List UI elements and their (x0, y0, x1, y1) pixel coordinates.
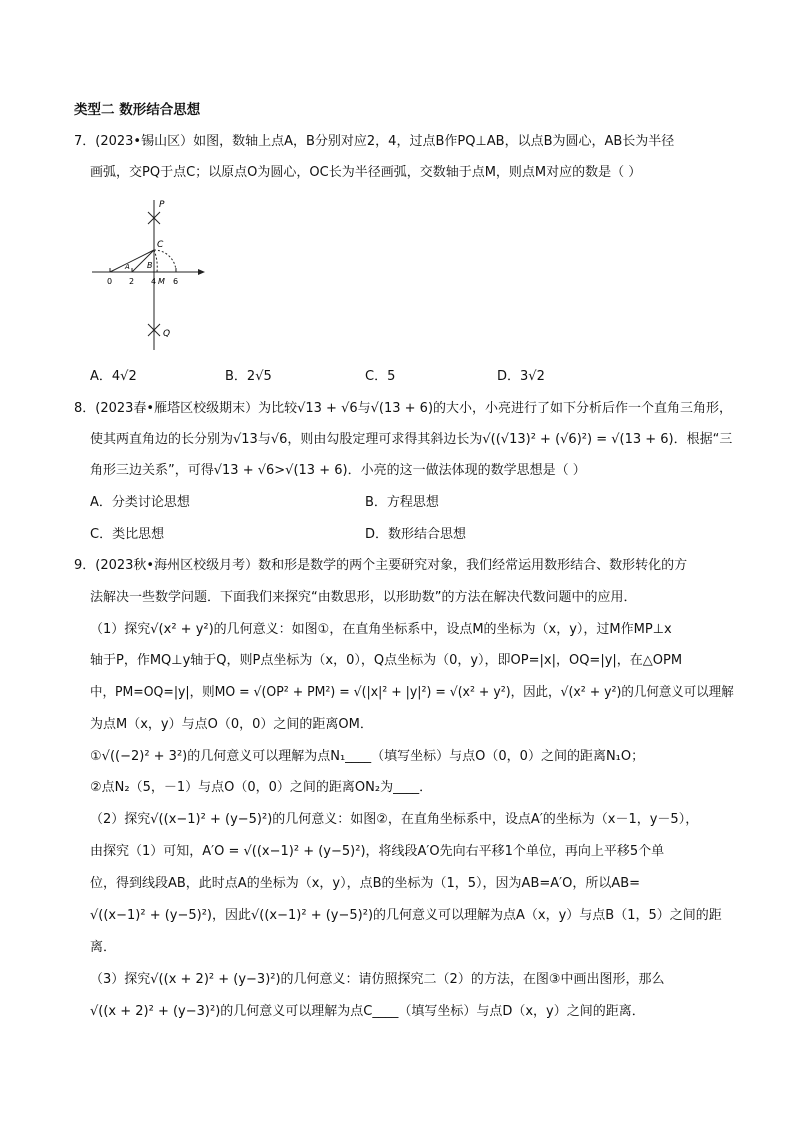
q7-stem-line1: 7．(2023•锡山区）如图，数轴上点A，B分别对应2，4，过点B作PQ⊥AB，以点B为圆心，AB长为半径 (74, 134, 675, 149)
q9-part1-line4: 为点M（x，y）与点O（0，0）之间的距离OM． (90, 717, 373, 732)
q9-part2-line1: （2）探究√((x−1)² + (y−5)²)的几何意义：如图②，在直角坐标系中，设点A′的坐标为（x－1，y－5）， (90, 812, 699, 827)
label-m: M (158, 277, 165, 286)
q9-subquestion-2[interactable]: ②点N₂（5，－1）与点O（0，0）之间的距离ON₂为____． (90, 780, 433, 795)
q9-part1-line3: 中，PM=OQ=|y|，则MO = √(OP² + PM²) = √(|x|² + |y|²) = √(x² + y²)，因此，√(x² + y²)的几何意义可以理解 (90, 685, 734, 700)
q7-option-b[interactable]: B．2√5 (225, 369, 272, 384)
q9-part3-line2[interactable]: √((x + 2)² + (y−3)²)的几何意义可以理解为点C____（填写坐标）与点D（x，y）之间的距离． (90, 1004, 645, 1019)
label-b: B (147, 261, 153, 270)
q8-option-c[interactable]: C．类比思想 (90, 527, 165, 542)
tick-label-4: 4 (151, 277, 157, 286)
label-a: A (125, 263, 130, 271)
q9-part1-line2: 轴于P，作MQ⊥y轴于Q，则P点坐标为（x，0），Q点坐标为（0，y），即OP=|x|，OQ=|y|，在△OPM (90, 653, 683, 668)
arrow-head-icon (198, 269, 205, 275)
tick-label-6: 6 (173, 277, 179, 286)
label-q: Q (163, 329, 171, 339)
section-title: 类型二 数形结合思想 (74, 102, 201, 118)
q9-part2-line3: 位，得到线段AB，此时点A的坐标为（x，y），点B的坐标为（1，5），因为AB=A′O，所以AB= (90, 876, 641, 891)
q7-stem-line2: 画弧，交PQ于点C；以原点O为圆心，OC长为半径画弧，交数轴于点M，则点M对应的数是（ ） (90, 165, 642, 180)
q9-stem-line2: 法解决一些数学问题．下面我们来探究“由数思形，以形助数”的方法在解决代数问题中的应用． (90, 590, 637, 605)
q9-subquestion-1[interactable]: ①√((−2)² + 3²)的几何意义可以理解为点N₁____（填写坐标）与点O（0，0）之间的距离N₁O； (90, 749, 645, 764)
q9-part2-line5: 离． (90, 940, 117, 955)
q8-option-d[interactable]: D．数形结合思想 (365, 527, 467, 542)
tick-label-0: 0 (107, 277, 113, 286)
q8-stem-line3: 角形三边关系”，可得√13 + √6>√(13 + 6)．小亮的这一做法体现的数学思想是（ ） (90, 463, 586, 478)
arc-from-b (154, 250, 176, 272)
q8-stem-line2: 使其两直角边的长分别为√13与√6，则由勾股定理可求得其斜边长为√((√13)² + (√6)²) = √(13 + 6)．根据“三 (90, 432, 733, 447)
q7-number-line-figure (88, 194, 213, 356)
label-p: P (159, 200, 165, 210)
q8-option-b[interactable]: B．方程思想 (365, 495, 439, 510)
q8-option-a[interactable]: A．分类讨论思想 (90, 495, 190, 510)
label-c: C (157, 240, 164, 250)
q9-part3-line1: （3）探究√((x + 2)² + (y−3)²)的几何意义：请仿照探究二（2）的方法，在图③中画出图形，那么 (90, 972, 665, 987)
q9-part2-line4: √((x−1)² + (y−5)²)，因此√((x−1)² + (y−5)²)的几何意义可以理解为点A（x，y）与点B（1，5）之间的距 (90, 908, 722, 923)
q9-part2-line2: 由探究（1）可知，A′O = √((x−1)² + (y−5)²)，将线段A′O先向右平移1个单位，再向上平移5个单 (90, 844, 665, 859)
q8-stem-line1: 8．(2023春•雁塔区校级期末）为比较√13 + √6与√(13 + 6)的大小，小亮进行了如下分析后作一个直角三角形， (74, 401, 733, 416)
q7-option-c[interactable]: C．5 (365, 369, 396, 384)
q9-stem-line1: 9．(2023秋•海州区校级月考）数和形是数学的两个主要研究对象，我们经常运用数形结合、数形转化的方 (74, 558, 688, 573)
tick-label-2: 2 (129, 277, 135, 286)
q7-option-d[interactable]: D．3√2 (497, 369, 545, 384)
q7-option-a[interactable]: A．4√2 (90, 369, 137, 384)
q9-part1-line1: （1）探究√(x² + y²)的几何意义：如图①，在直角坐标系中，设点M的坐标为（x，y），过M作MP⊥x (90, 622, 672, 637)
